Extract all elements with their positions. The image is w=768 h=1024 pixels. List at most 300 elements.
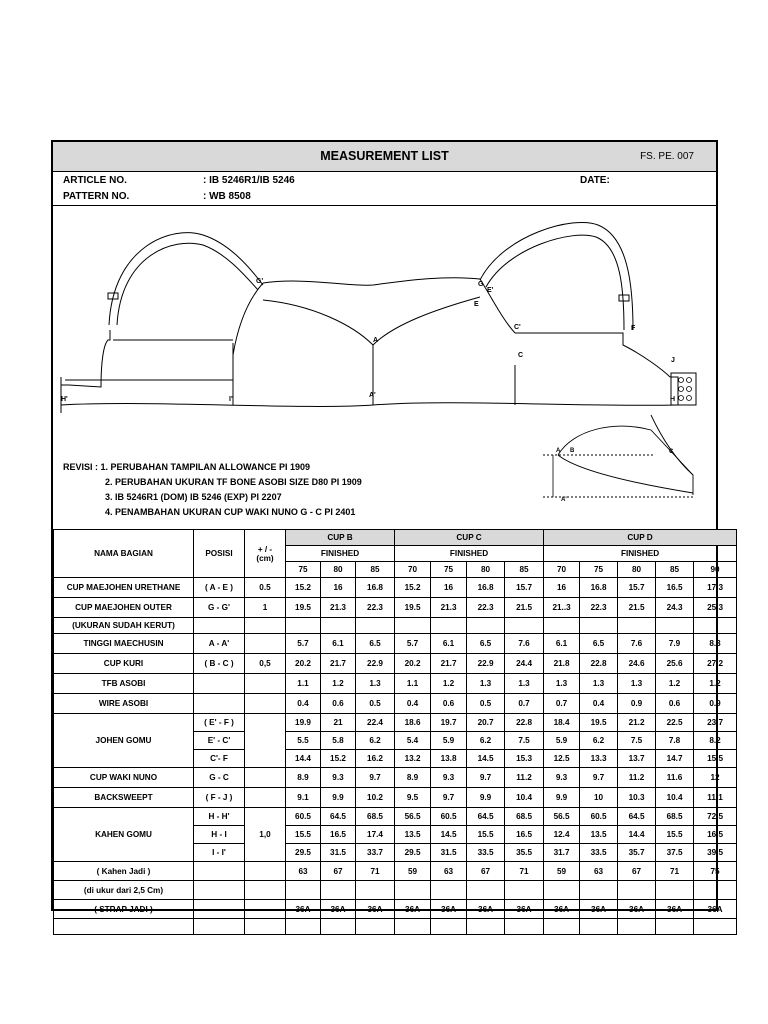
value-cell: 9.5	[395, 788, 431, 808]
value-cell	[580, 881, 618, 900]
value-cell: 0.4	[395, 694, 431, 714]
value-cell: 15.7	[618, 578, 656, 598]
value-cell: 5.5	[286, 732, 321, 750]
value-cell: 19.5	[395, 598, 431, 618]
value-cell: 22.8	[580, 654, 618, 674]
tolerance	[245, 768, 286, 788]
value-cell	[321, 618, 356, 634]
left-band-side	[61, 330, 110, 413]
size-header: 85	[356, 562, 395, 578]
value-cell: 15.5	[694, 750, 737, 768]
value-cell: 15.2	[286, 578, 321, 598]
value-cell: 68.5	[505, 808, 544, 826]
value-cell: 20.7	[467, 714, 505, 732]
sheet-title: MEASUREMENT LIST	[320, 149, 449, 163]
value-cell	[395, 618, 431, 634]
value-cell: 7.6	[505, 634, 544, 654]
pattern-label: PATTERN NO.	[63, 191, 130, 202]
center-gore-top	[263, 297, 480, 345]
value-cell: 12.5	[544, 750, 580, 768]
revision-notes	[63, 460, 362, 520]
part-name: CUP KURI	[54, 654, 194, 674]
value-cell: 39.5	[694, 844, 737, 862]
value-cell: 15.3	[505, 750, 544, 768]
cup-b-header: CUP B	[286, 530, 395, 546]
size-header: 80	[618, 562, 656, 578]
value-cell: 33.7	[356, 844, 395, 862]
value-cell	[505, 919, 544, 935]
value-cell: 10.2	[356, 788, 395, 808]
size-header: 75	[286, 562, 321, 578]
value-cell: 64.5	[467, 808, 505, 826]
value-cell: 1.3	[505, 674, 544, 694]
label-h: H	[670, 396, 676, 403]
value-cell: 11.2	[618, 768, 656, 788]
value-cell	[286, 881, 321, 900]
label-c-prime: C'	[514, 324, 521, 331]
value-cell: 64.5	[618, 808, 656, 826]
table-row	[54, 674, 737, 694]
size-header: 80	[321, 562, 356, 578]
value-cell	[544, 919, 580, 935]
value-cell: 75	[694, 862, 737, 881]
table-row	[54, 900, 737, 919]
inset-label-a: A	[556, 448, 561, 454]
part-name: CUP WAKI NUNO	[54, 768, 194, 788]
value-cell: 36A	[286, 900, 321, 919]
label-i-prime: I'	[229, 396, 233, 403]
revision-label: REVISI :	[63, 462, 99, 472]
date-label: DATE:	[580, 175, 610, 186]
value-cell: 15.5	[467, 826, 505, 844]
value-cell: 9.7	[431, 788, 467, 808]
value-cell: 16	[431, 578, 467, 598]
value-cell: 72.5	[694, 808, 737, 826]
value-cell: 9.7	[467, 768, 505, 788]
value-cell	[356, 919, 395, 935]
value-cell: 21	[321, 714, 356, 732]
article-row	[53, 172, 716, 188]
value-cell	[656, 919, 694, 935]
value-cell: 9.9	[544, 788, 580, 808]
position	[194, 919, 245, 935]
label-f: F	[631, 325, 636, 332]
value-cell: 13.7	[618, 750, 656, 768]
revision-4: 4. PENAMBAHAN UKURAN CUP WAKI NUNO G - C PI 2401	[105, 507, 356, 517]
table-row	[54, 808, 737, 826]
value-cell: 71	[505, 862, 544, 881]
tolerance	[245, 881, 286, 900]
tolerance: 0.5	[245, 578, 286, 598]
value-cell	[544, 618, 580, 634]
value-cell: 15.5	[656, 826, 694, 844]
value-cell: 8.2	[694, 732, 737, 750]
table-row	[54, 618, 737, 634]
label-h-prime: H'	[61, 396, 68, 403]
value-cell: 67	[618, 862, 656, 881]
value-cell	[431, 919, 467, 935]
bottom-band	[61, 403, 678, 407]
value-cell: 0.6	[431, 694, 467, 714]
value-cell	[618, 881, 656, 900]
size-header: 85	[656, 562, 694, 578]
value-cell: 68.5	[356, 808, 395, 826]
value-cell: 1.3	[467, 674, 505, 694]
value-cell: 9.9	[321, 788, 356, 808]
position: I - I'	[194, 844, 245, 862]
value-cell: 1.3	[544, 674, 580, 694]
size-header: 75	[580, 562, 618, 578]
value-cell: 21.5	[505, 598, 544, 618]
value-cell: 22.8	[505, 714, 544, 732]
finished-b: FINISHED	[286, 546, 395, 562]
part-name: ( Kahen Jadi )	[54, 862, 194, 881]
tolerance	[245, 714, 286, 768]
value-cell: 21.7	[321, 654, 356, 674]
value-cell: 17.4	[356, 826, 395, 844]
value-cell: 13.5	[395, 826, 431, 844]
value-cell: 24.6	[618, 654, 656, 674]
value-cell	[431, 881, 467, 900]
value-cell: 16.5	[321, 826, 356, 844]
measurement-table	[53, 529, 737, 935]
inset-label-a-prime: A'	[561, 497, 567, 503]
value-cell: 31.7	[544, 844, 580, 862]
value-cell: 7.6	[618, 634, 656, 654]
value-cell: 11.6	[656, 768, 694, 788]
position: G - C	[194, 768, 245, 788]
value-cell: 24.3	[656, 598, 694, 618]
value-cell: 29.5	[395, 844, 431, 862]
value-cell: 59	[395, 862, 431, 881]
part-name: WIRE ASOBI	[54, 694, 194, 714]
value-cell: 29.5	[286, 844, 321, 862]
size-header: 85	[505, 562, 544, 578]
value-cell: 16.8	[467, 578, 505, 598]
value-cell: 60.5	[286, 808, 321, 826]
value-cell: 31.5	[431, 844, 467, 862]
tolerance	[245, 862, 286, 881]
value-cell: 23.7	[694, 714, 737, 732]
inset-label-c: C	[669, 449, 674, 455]
value-cell: 22.3	[356, 598, 395, 618]
table-row	[54, 881, 737, 900]
position: ( A - E )	[194, 578, 245, 598]
tolerance	[245, 900, 286, 919]
tolerance	[245, 694, 286, 714]
label-c: C	[518, 352, 524, 359]
value-cell: 0.7	[544, 694, 580, 714]
cup-d-header: CUP D	[544, 530, 737, 546]
value-cell: 20.2	[286, 654, 321, 674]
value-cell	[356, 881, 395, 900]
part-name: CUP MAEJOHEN URETHANE	[54, 578, 194, 598]
value-cell: 27.2	[694, 654, 737, 674]
cup-c-header: CUP C	[395, 530, 544, 546]
value-cell: 10.4	[505, 788, 544, 808]
value-cell: 9.7	[580, 768, 618, 788]
part-name: JOHEN GOMU	[54, 714, 194, 768]
value-cell: 5.7	[286, 634, 321, 654]
value-cell: 11.1	[694, 788, 737, 808]
part-name: TINGGI MAECHUSIN	[54, 634, 194, 654]
value-cell	[395, 881, 431, 900]
value-cell: 0.6	[321, 694, 356, 714]
value-cell: 18.4	[544, 714, 580, 732]
value-cell: 64.5	[321, 808, 356, 826]
inset-cup-drawing	[543, 415, 693, 497]
value-cell: 22.4	[356, 714, 395, 732]
value-cell	[321, 919, 356, 935]
value-cell: 22.3	[580, 598, 618, 618]
value-cell: 6.1	[544, 634, 580, 654]
value-cell: 33.5	[580, 844, 618, 862]
size-header: 70	[544, 562, 580, 578]
value-cell	[431, 618, 467, 634]
value-cell: 9.3	[321, 768, 356, 788]
value-cell: 0.4	[580, 694, 618, 714]
tolerance	[245, 618, 286, 634]
value-cell: 6.2	[467, 732, 505, 750]
value-cell: 9.9	[467, 788, 505, 808]
position: ( F - J )	[194, 788, 245, 808]
value-cell: 59	[544, 862, 580, 881]
value-cell: 0.9	[618, 694, 656, 714]
position: ( B - C )	[194, 654, 245, 674]
value-cell: 36A	[321, 900, 356, 919]
position: C'- F	[194, 750, 245, 768]
value-cell: 7.5	[505, 732, 544, 750]
label-a: A	[373, 337, 379, 344]
table-row	[54, 578, 737, 598]
value-cell: 14.4	[286, 750, 321, 768]
value-cell: 36A	[580, 900, 618, 919]
value-cell	[694, 618, 737, 634]
value-cell: 37.5	[656, 844, 694, 862]
value-cell: 35.5	[505, 844, 544, 862]
value-cell: 14.5	[431, 826, 467, 844]
value-cell: 60.5	[431, 808, 467, 826]
label-e-prime: E'	[487, 287, 494, 294]
table-row	[54, 919, 737, 935]
value-cell: 1.3	[356, 674, 395, 694]
value-cell: 56.5	[544, 808, 580, 826]
value-cell: 36A	[656, 900, 694, 919]
value-cell: 6.2	[356, 732, 395, 750]
position	[194, 862, 245, 881]
table-row	[54, 654, 737, 674]
value-cell: 21.7	[431, 654, 467, 674]
value-cell: 6.2	[580, 732, 618, 750]
label-a-prime: A'	[369, 392, 376, 399]
value-cell	[321, 881, 356, 900]
table-row	[54, 788, 737, 808]
position	[194, 618, 245, 634]
value-cell: 1.3	[618, 674, 656, 694]
value-cell: 7.5	[618, 732, 656, 750]
value-cell: 14.7	[656, 750, 694, 768]
value-cell: 24.4	[505, 654, 544, 674]
value-cell: 15.2	[395, 578, 431, 598]
size-header: 90	[694, 562, 737, 578]
value-cell: 0.4	[286, 694, 321, 714]
value-cell: 36A	[395, 900, 431, 919]
value-cell	[618, 618, 656, 634]
value-cell: 25.6	[656, 654, 694, 674]
col-tolerance: + / - (cm)	[245, 530, 286, 578]
value-cell: 16.5	[505, 826, 544, 844]
table-row	[54, 694, 737, 714]
value-cell: 10.4	[656, 788, 694, 808]
revision-3: 3. IB 5246R1 (DOM) IB 5246 (EXP) PI 2207	[105, 492, 282, 502]
value-cell: 1.2	[694, 674, 737, 694]
part-name: (di ukur dari 2,5 Cm)	[54, 881, 194, 900]
value-cell	[395, 919, 431, 935]
value-cell: 21.8	[544, 654, 580, 674]
value-cell: 67	[467, 862, 505, 881]
position: G - G'	[194, 598, 245, 618]
value-cell: 13.8	[431, 750, 467, 768]
value-cell: 36A	[694, 900, 737, 919]
part-name: TFB ASOBI	[54, 674, 194, 694]
value-cell: 1.2	[321, 674, 356, 694]
value-cell: 22.3	[467, 598, 505, 618]
value-cell	[656, 881, 694, 900]
article-value: : IB 5246R1/IB 5246	[203, 175, 295, 186]
part-name: BACKSWEEPT	[54, 788, 194, 808]
value-cell: 11.2	[505, 768, 544, 788]
pattern-row	[53, 188, 716, 206]
tolerance: 1	[245, 598, 286, 618]
value-cell: 16.2	[356, 750, 395, 768]
position	[194, 694, 245, 714]
value-cell: 15.2	[321, 750, 356, 768]
value-cell: 17.3	[694, 578, 737, 598]
tolerance	[245, 634, 286, 654]
value-cell: 6.5	[467, 634, 505, 654]
value-cell	[618, 919, 656, 935]
table-row	[54, 634, 737, 654]
value-cell: 10	[580, 788, 618, 808]
right-strap-adjuster	[619, 295, 629, 301]
position	[194, 674, 245, 694]
value-cell: 5.7	[395, 634, 431, 654]
article-label: ARTICLE NO.	[63, 175, 127, 186]
neckline	[263, 278, 480, 286]
value-cell	[580, 919, 618, 935]
tolerance	[245, 919, 286, 935]
measurement-sheet	[51, 140, 724, 914]
value-cell: 36A	[544, 900, 580, 919]
value-cell: 36A	[467, 900, 505, 919]
value-cell	[505, 881, 544, 900]
value-cell: 0.6	[656, 694, 694, 714]
value-cell: 21.3	[321, 598, 356, 618]
value-cell: 6.5	[580, 634, 618, 654]
left-strap-outer	[109, 233, 263, 325]
value-cell: 15.5	[286, 826, 321, 844]
table-row	[54, 862, 737, 881]
value-cell: 36A	[618, 900, 656, 919]
value-cell	[356, 618, 395, 634]
label-g-prime: G'	[256, 278, 264, 285]
revision-2: 2. PERUBAHAN UKURAN TF BONE ASOBI SIZE D80 PI 1909	[105, 477, 362, 487]
value-cell: 22.9	[356, 654, 395, 674]
part-name: ( STRAP JADI )	[54, 900, 194, 919]
value-cell: 19.5	[286, 598, 321, 618]
value-cell: 6.5	[356, 634, 395, 654]
value-cell: 63	[431, 862, 467, 881]
table-row	[54, 768, 737, 788]
value-cell	[656, 618, 694, 634]
value-cell: 16.8	[356, 578, 395, 598]
position: A - A'	[194, 634, 245, 654]
value-cell: 9.3	[544, 768, 580, 788]
right-cup-edge	[480, 279, 515, 333]
value-cell: 1.3	[580, 674, 618, 694]
value-cell: 6.1	[321, 634, 356, 654]
table-row	[54, 714, 737, 732]
value-cell: 0.5	[356, 694, 395, 714]
value-cell: 19.5	[580, 714, 618, 732]
value-cell: 60.5	[580, 808, 618, 826]
value-cell: 16.5	[694, 826, 737, 844]
part-name: CUP MAEJOHEN OUTER	[54, 598, 194, 618]
value-cell: 35.7	[618, 844, 656, 862]
position	[194, 881, 245, 900]
value-cell: 1.1	[395, 674, 431, 694]
value-cell: 13.2	[395, 750, 431, 768]
value-cell: 20.2	[395, 654, 431, 674]
revision-1: 1. PERUBAHAN TAMPILAN ALLOWANCE PI 1909	[100, 462, 311, 472]
tolerance	[245, 674, 286, 694]
value-cell: 1.2	[656, 674, 694, 694]
value-cell: 63	[286, 862, 321, 881]
value-cell: 36A	[431, 900, 467, 919]
value-cell	[467, 881, 505, 900]
value-cell: 13.5	[580, 826, 618, 844]
value-cell: 5.4	[395, 732, 431, 750]
value-cell: 15.7	[505, 578, 544, 598]
value-cell: 18.6	[395, 714, 431, 732]
finished-c: FINISHED	[395, 546, 544, 562]
value-cell: 7.8	[656, 732, 694, 750]
value-cell: 22.5	[656, 714, 694, 732]
value-cell: 21.5	[618, 598, 656, 618]
value-cell: 19.7	[431, 714, 467, 732]
tolerance	[245, 788, 286, 808]
part-name: (UKURAN SUDAH KERUT)	[54, 618, 194, 634]
value-cell: 5.8	[321, 732, 356, 750]
value-cell: 14.4	[618, 826, 656, 844]
value-cell: 67	[321, 862, 356, 881]
part-name	[54, 919, 194, 935]
value-cell: 1.1	[286, 674, 321, 694]
value-cell: 5.9	[544, 732, 580, 750]
value-cell: 25.3	[694, 598, 737, 618]
size-header: 70	[395, 562, 431, 578]
value-cell: 9.3	[431, 768, 467, 788]
part-name: KAHEN GOMU	[54, 808, 194, 862]
value-cell: 16	[321, 578, 356, 598]
value-cell: 1.2	[431, 674, 467, 694]
value-cell: 8.9	[286, 768, 321, 788]
value-cell: 6.1	[431, 634, 467, 654]
label-g: G	[478, 281, 484, 288]
value-cell: 33.5	[467, 844, 505, 862]
value-cell	[467, 919, 505, 935]
value-cell: 13.3	[580, 750, 618, 768]
